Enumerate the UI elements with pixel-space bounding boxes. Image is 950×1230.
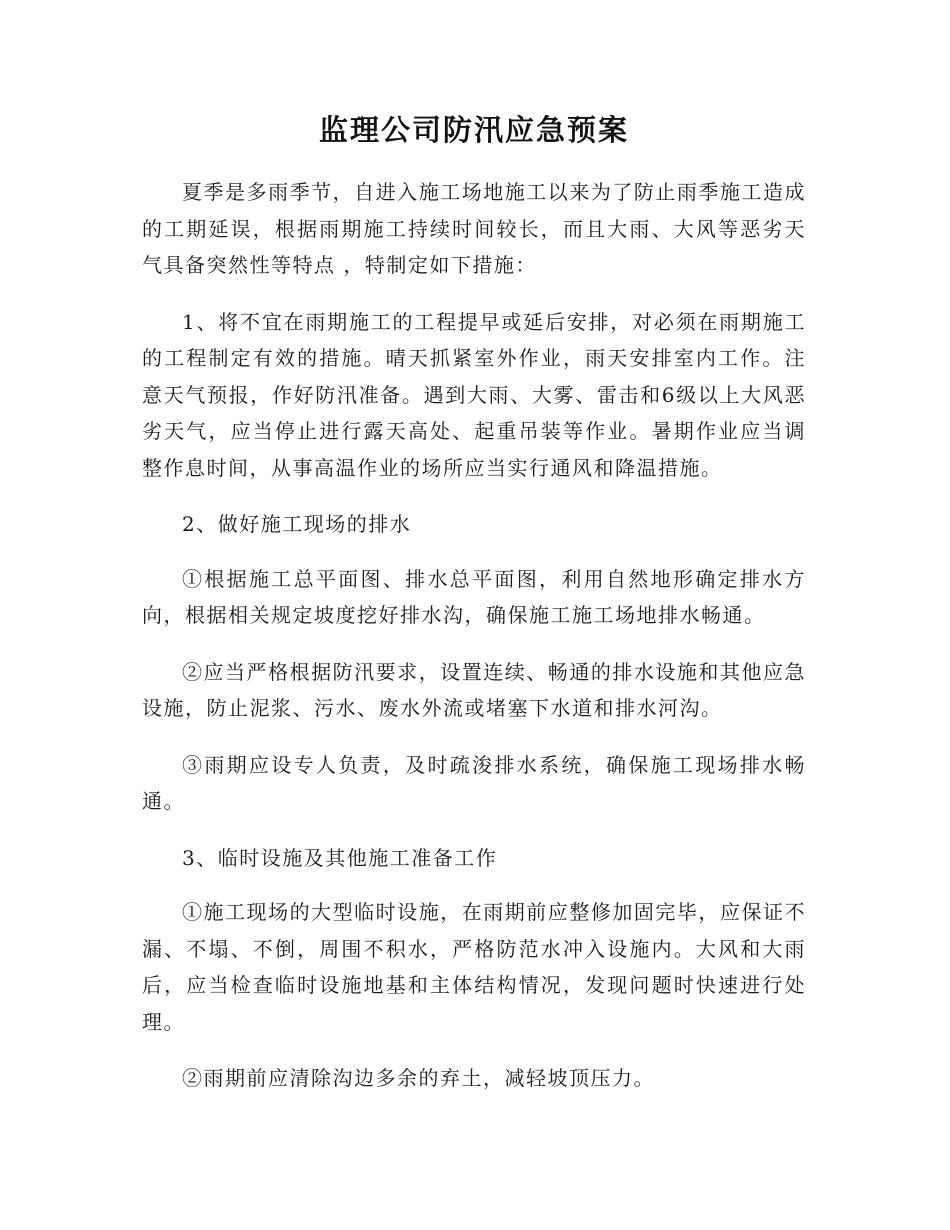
section-2-item-2: ②应当严格根据防汛要求，设置连续、畅通的排水设施和其他应急设施，防止泥浆、污水、废水外流或堵塞下水道和排水河沟。 (142, 659, 806, 720)
section-3-heading: 3、临时设施及其他施工准备工作 (182, 845, 498, 870)
section-3-item-2: ②雨期前应清除沟边多余的弃土，减轻坡顶压力。 (182, 1066, 655, 1090)
section-2-heading: 2、做好施工现场的排水 (182, 512, 412, 536)
section-2-item-1: ①根据施工总平面图、排水总平面图，利用自然地形确定排水方向，根据相关规定坡度挖好排水沟，确保施工施工场地排水畅通。 (142, 566, 806, 627)
document-body (142, 108, 806, 1117)
measure-1-paragraph: 1、将不宜在雨期施工的工程提早或延后安排，对必须在雨期施工的工程制定有效的措施。晴天抓紧室外作业，雨天安排室内工作。注意天气预报，作好防汛准备。遇到大雨、大雾、雷击和6级以上大风恶劣天气，应当停止进行露天高处、起重吊装等作业。暑期作业应当调整作息时间，从事高温作业的场所应当实行通风和降温措施。 (142, 309, 806, 480)
section-2-item-3: ③雨期应设专人负责，及时疏浚排水系统，确保施工现场排水畅通。 (142, 752, 806, 813)
document-title: 监理公司防汛应急预案 (318, 113, 629, 147)
section-3-item-1: ①施工现场的大型临时设施，在雨期前应整修加固完毕，应保证不漏、不塌、不倒，周围不积水，严格防范水冲入设施内。大风和大雨后，应当检查临时设施地基和主体结构情况，发现问题时快速进行处理。 (142, 900, 806, 1034)
intro-paragraph: 夏季是多雨季节，自进入施工场地施工以来为了防止雨季施工造成的工期延误，根据雨期施工持续时间较长，而且大雨、大风等恶劣天气具备突然性等特点 ，特制定如下措施： (142, 180, 806, 277)
